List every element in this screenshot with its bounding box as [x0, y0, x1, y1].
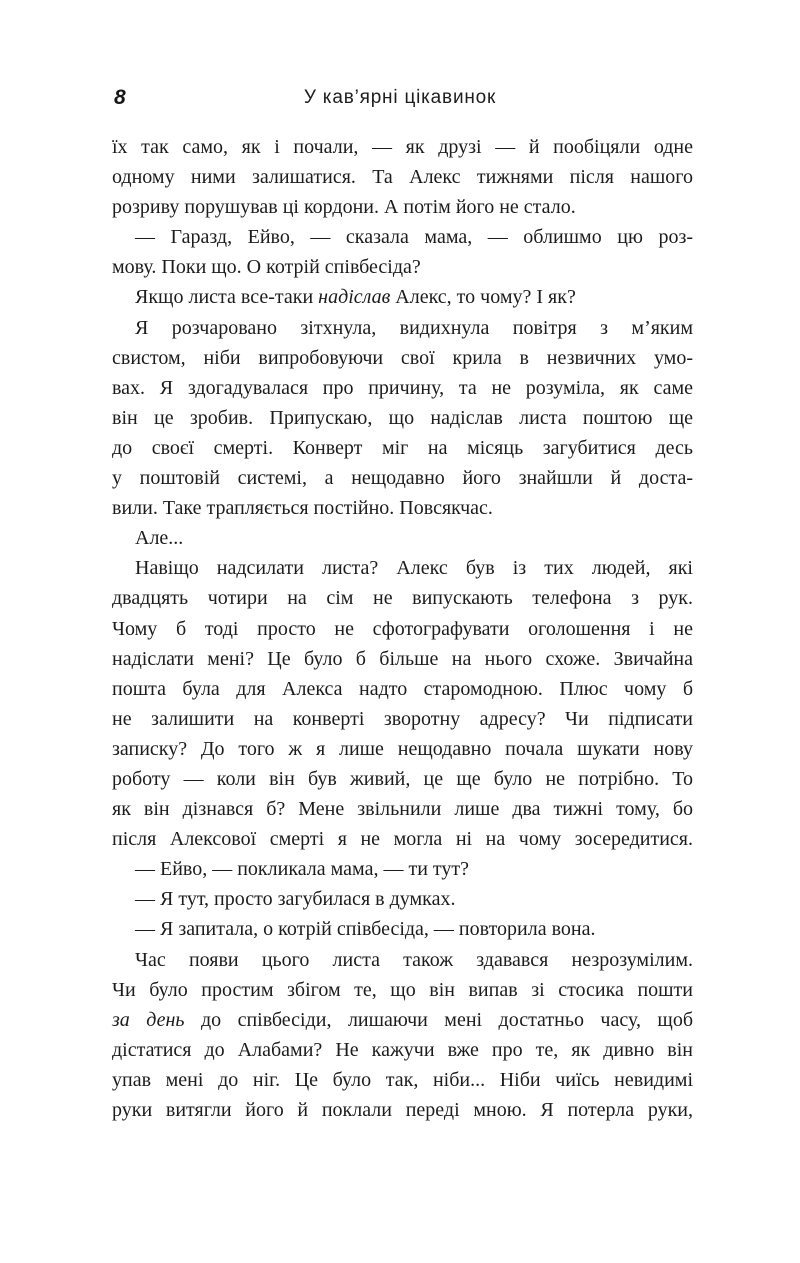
page-header [0, 87, 800, 109]
text-line: — Гаразд, Ейво, — сказала мама, — облишмо цю роз- [135, 226, 693, 249]
text-line: Якщо листа все-таки надіслав Алекс, то чому? І як? [135, 286, 576, 309]
text-line: він це зробив. Припускаю, що надіслав листа поштою ще [112, 406, 693, 429]
text-line: упав мені до ніг. Це було так, ніби... Ніби чиїсь невидимі [112, 1068, 693, 1091]
text-line: у поштовій системі, а нещодавно його знайшли й доста- [112, 467, 693, 490]
text-line: Навіщо надсилати листа? Алекс був із тих людей, які [135, 557, 693, 580]
text-line: вили. Таке трапляється постійно. Повсякчас. [112, 497, 493, 520]
text-line: не залишити на конверті зворотну адресу? Чи підписати [112, 707, 693, 730]
text-line: Чи було простим збігом те, що він випав зі стосика пошти [112, 978, 693, 1001]
text-line: дістатися до Алабами? Не кажучи вже про те, як дивно він [112, 1038, 693, 1061]
text-line: як він дізнався б? Мене звільнили лише два тижні тому, бо [112, 798, 693, 821]
text-line: двадцять чотири на сім не випускають телефона з рук. [112, 587, 693, 610]
text-line: після Алексової смерті я не могла ні на чому зосередитися. [112, 828, 693, 851]
text-line: до своєї смерті. Конверт міг на місяць загубитися десь [112, 436, 693, 459]
page-number: 8 [114, 86, 126, 109]
text-line: мову. Поки що. О котрій співбесіда? [112, 256, 421, 279]
text-line: надіслати мені? Це було б більше на нього схоже. Звичайна [112, 647, 693, 670]
text-line: Я розчаровано зітхнула, видихнула повітря з м’яким [135, 316, 693, 339]
text-line: Але... [135, 527, 184, 550]
text-line: за день до співбесіди, лишаючи мені достатньо часу, щоб [112, 1008, 693, 1031]
text-line: Чому б тоді просто не сфотографувати оголошення і не [112, 617, 693, 640]
text-line: пошта була для Алекса надто старомодною. Плюс чому б [112, 677, 693, 700]
text-line: руки витягли його й поклали переді мною. Я потерла руки, [112, 1099, 693, 1121]
text-line: розриву порушував ці кордони. А потім його не стало. [112, 196, 576, 219]
text-line: — Я тут, просто загубилася в думках. [135, 888, 456, 911]
text-line: записку? До того ж я лише нещодавно почала шукати нову [112, 737, 693, 760]
text-line: вах. Я здогадувалася про причину, та не розуміла, як саме [112, 376, 693, 399]
page-body [112, 132, 693, 1125]
text-line: — Ейво, — покликала мама, — ти тут? [135, 858, 469, 881]
running-head: У кав’ярні цікавинок [303, 87, 497, 108]
text-line: Час появи цього листа також здавався незрозумілим. [135, 948, 693, 971]
text-line: — Я запитала, о котрій співбесіда, — повторила вона. [135, 918, 596, 941]
text-line: одному ними залишатися. Та Алекс тижнями після нашого [112, 166, 693, 189]
text-line: їх так само, як і почали, — як друзі — й пообіцяли одне [112, 136, 693, 158]
text-line: свистом, ніби випробовуючи свої крила в незвичних умо- [112, 346, 693, 369]
text-line: роботу — коли він був живий, це ще було не потрібно. То [112, 767, 693, 790]
